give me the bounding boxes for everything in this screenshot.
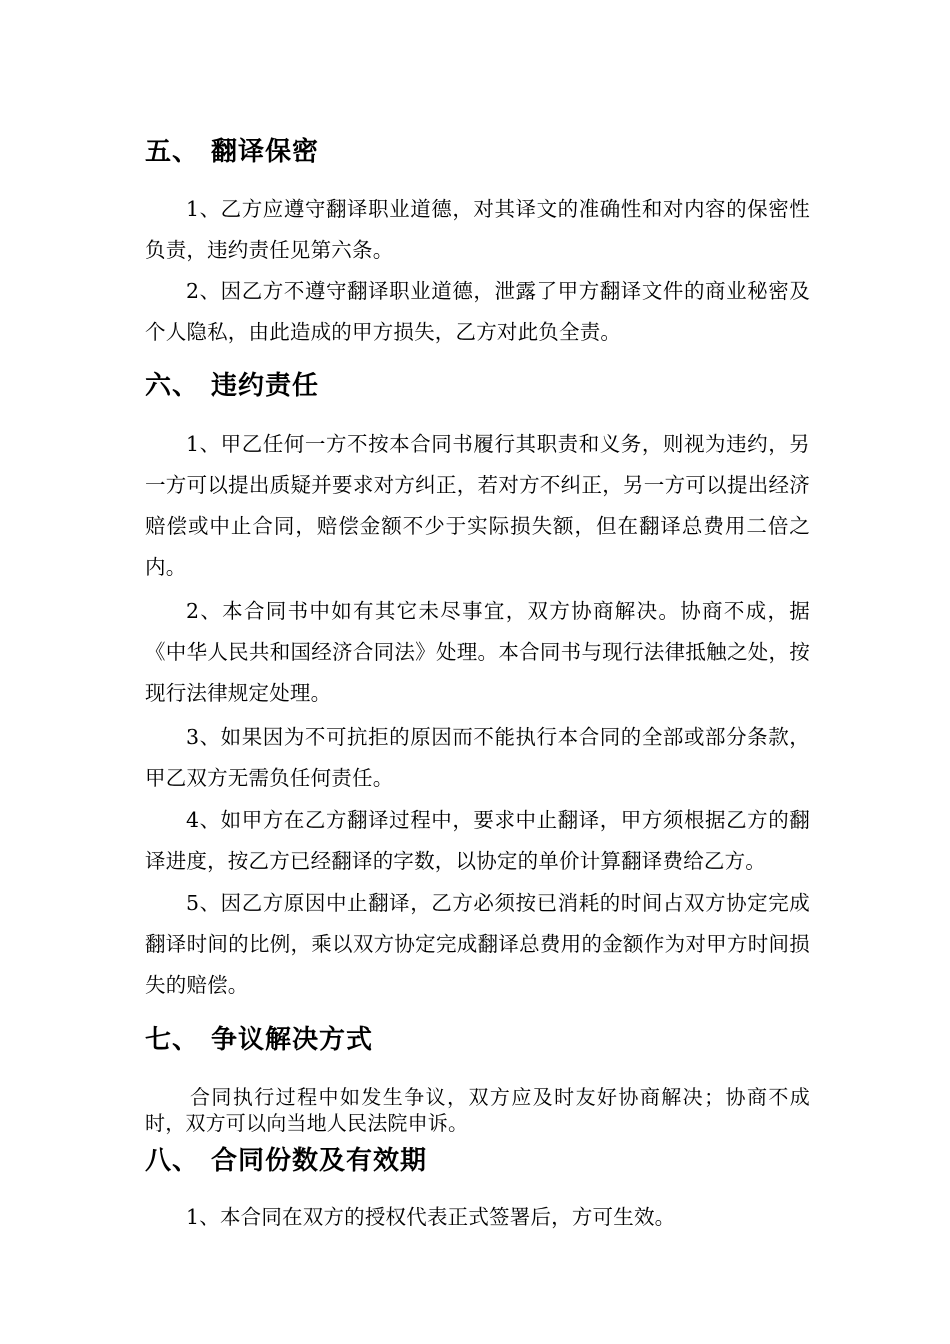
section-heading-8 bbox=[145, 1144, 427, 1178]
paragraph: 合同执行过程中如发生争议，双方应及时友好协商解决；协商不成时，双方可以向当地人民法院申诉。 bbox=[145, 1085, 810, 1135]
section-heading-5 bbox=[145, 135, 319, 169]
section-title: 违约责任 bbox=[211, 371, 320, 401]
section-title: 合同份数及有效期 bbox=[211, 1146, 428, 1176]
paragraph: 3、如果因为不可抗拒的原因而不能执行本合同的全部或部分条款，甲乙双方无需负任何责任。 bbox=[145, 725, 810, 790]
section-number: 六、 bbox=[145, 371, 200, 401]
section-heading-6 bbox=[145, 369, 319, 403]
section-heading-7 bbox=[145, 1023, 373, 1057]
section-title: 争议解决方式 bbox=[211, 1025, 374, 1055]
section-number: 五、 bbox=[145, 137, 200, 167]
paragraph: 1、乙方应遵守翻译职业道德，对其译文的准确性和对内容的保密性负责，违约责任见第六条。 bbox=[145, 197, 810, 262]
paragraph: 2、因乙方不遵守翻译职业道德，泄露了甲方翻译文件的商业秘密及个人隐私，由此造成的甲方损失，乙方对此负全责。 bbox=[145, 279, 810, 344]
paragraph: 1、甲乙任何一方不按本合同书履行其职责和义务，则视为违约，另一方可以提出质疑并要求对方纠正，若对方不纠正，另一方可以提出经济赔偿或中止合同，赔偿金额不少于实际损失额，但在翻译总费用二倍之内。 bbox=[145, 432, 810, 579]
section-number: 七、 bbox=[145, 1025, 200, 1055]
section-title: 翻译保密 bbox=[211, 137, 320, 167]
paragraph: 1、本合同在双方的授权代表正式签署后，方可生效。 bbox=[186, 1205, 676, 1229]
section-number: 八、 bbox=[145, 1146, 200, 1176]
paragraph: 5、因乙方原因中止翻译，乙方必须按已消耗的时间占双方协定完成翻译时间的比例，乘以双方协定完成翻译总费用的金额作为对甲方时间损失的赔偿。 bbox=[145, 891, 810, 997]
paragraph: 2、本合同书中如有其它未尽事宜，双方协商解决。协商不成，据《中华人民共和国经济合同法》处理。本合同书与现行法律抵触之处，按现行法律规定处理。 bbox=[145, 599, 810, 705]
paragraph: 4、如甲方在乙方翻译过程中，要求中止翻译，甲方须根据乙方的翻译进度，按乙方已经翻译的字数，以协定的单价计算翻译费给乙方。 bbox=[145, 808, 810, 873]
